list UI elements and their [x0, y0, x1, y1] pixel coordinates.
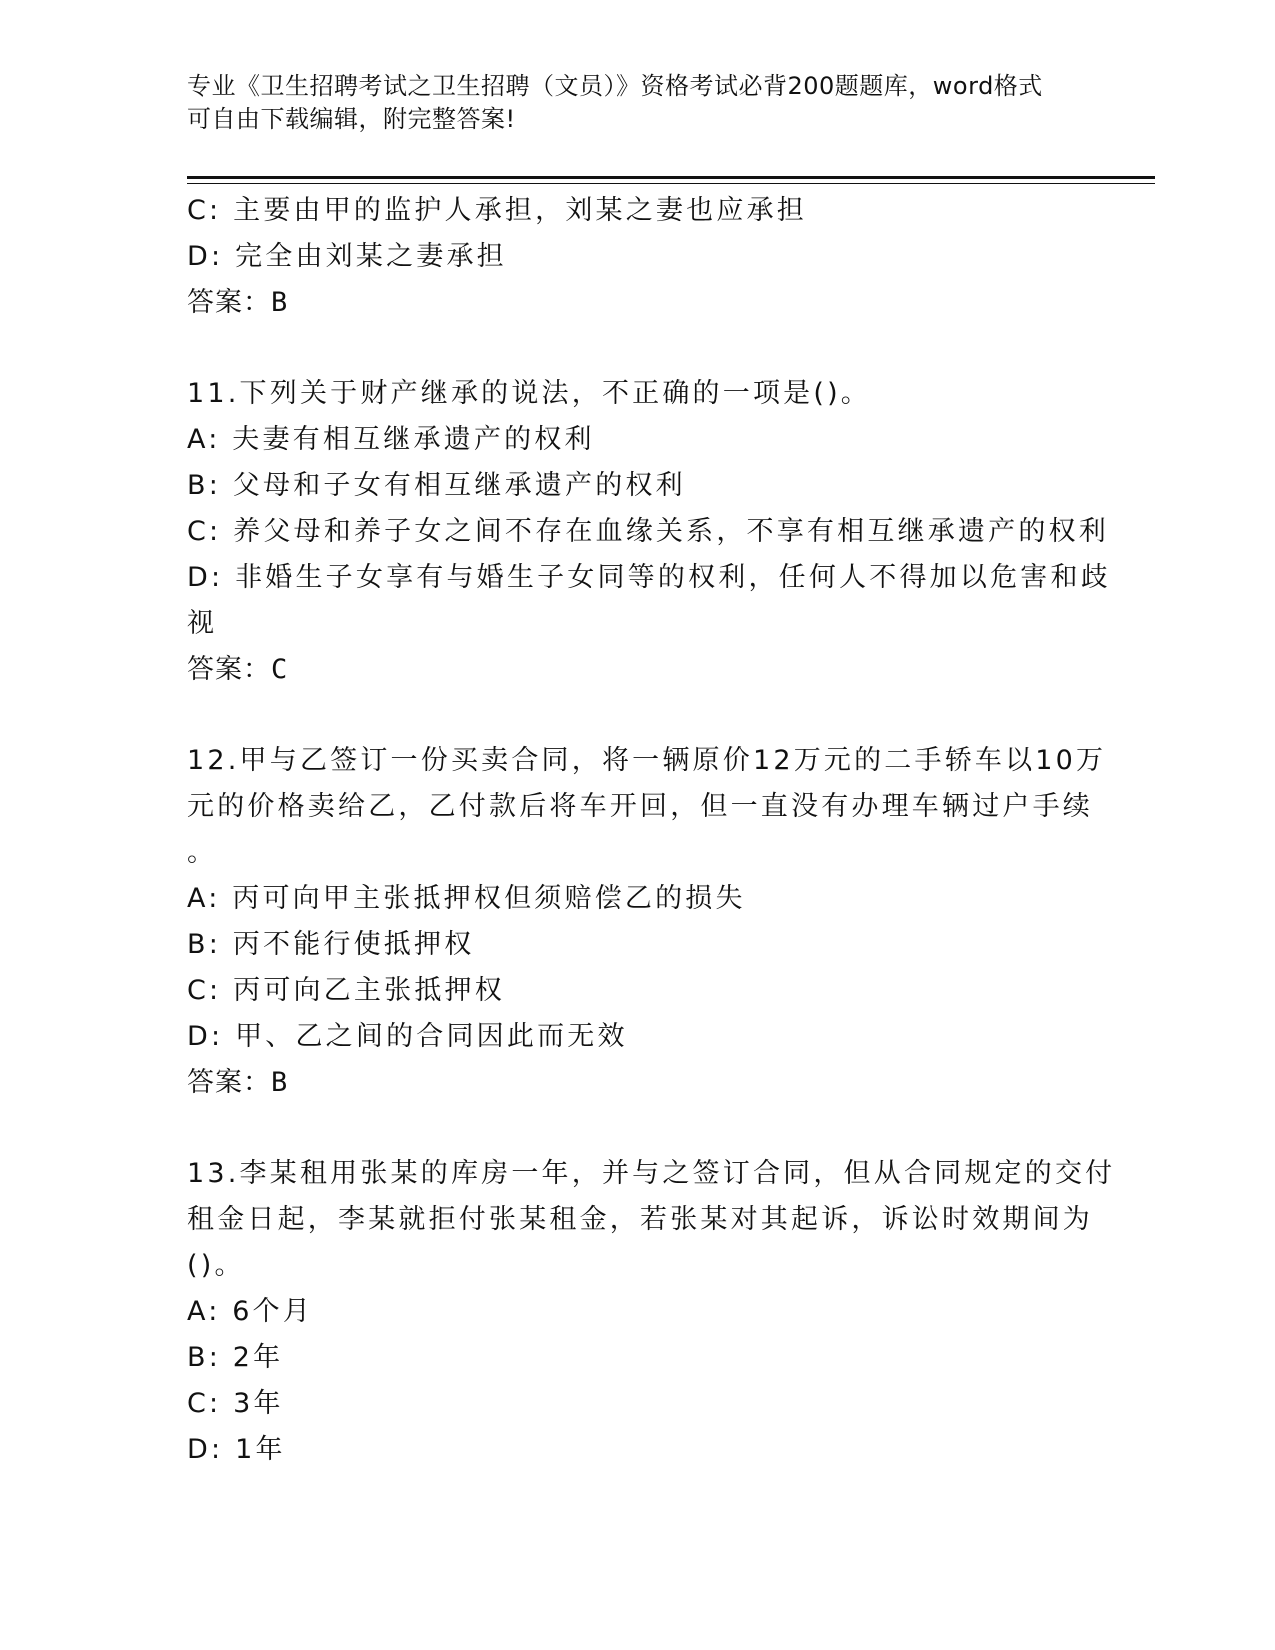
question-stem: 11.下列关于财产继承的说法，不正确的一项是()。: [187, 378, 872, 409]
question-list: [187, 188, 1116, 1473]
question-stem-line-1: 12.甲与乙签订一份买卖合同，将一辆原价12万元的二手轿车以10万: [187, 745, 1107, 776]
answer-line: 答案：C: [187, 654, 289, 685]
option-c: C: 养父母和养子女之间不存在血缘关系，不享有相互继承遗产的权利: [187, 516, 1109, 547]
option-c: C: 主要由甲的监护人承担，刘某之妻也应承担: [187, 195, 807, 226]
option-d: D: 非婚生子女享有与婚生子女同等的权利，任何人不得加以危害和歧: [187, 562, 1111, 593]
document-header: [187, 70, 1087, 136]
option-a: A: 6个月: [187, 1296, 314, 1327]
option-c: C: 3年: [187, 1388, 284, 1419]
question-13: [187, 1151, 1116, 1473]
option-b: B: 丙不能行使抵押权: [187, 929, 475, 960]
header-title-line-2: 可自由下载编辑，附完整答案!: [187, 105, 516, 133]
option-a: A: 夫妻有相互继承遗产的权利: [187, 424, 595, 455]
header-title-line-1: 专业《卫生招聘考试之卫生招聘（文员）》资格考试必背200题题库，word格式: [187, 72, 1043, 100]
option-a: A: 丙可向甲主张抵押权但须赔偿乙的损失: [187, 883, 746, 914]
option-d: D: 完全由刘某之妻承担: [187, 241, 507, 272]
question-stem-line-3: 。: [187, 837, 218, 868]
question-12: [187, 738, 1107, 1106]
option-b: B: 2年: [187, 1342, 284, 1373]
question-stem-line-1: 13.李某租用张某的库房一年，并与之签订合同，但从合同规定的交付: [187, 1158, 1116, 1189]
option-b: B: 父母和子女有相互继承遗产的权利: [187, 470, 686, 501]
option-d: D: 1年: [187, 1434, 286, 1465]
question-11: [187, 371, 1111, 693]
option-d-continuation: 视: [187, 608, 218, 639]
option-c: C: 丙可向乙主张抵押权: [187, 975, 505, 1006]
option-d: D: 甲、乙之间的合同因此而无效: [187, 1021, 628, 1052]
header-divider-thick: [187, 176, 1155, 179]
answer-line: 答案：B: [187, 287, 289, 318]
header-divider-thin: [187, 183, 1155, 184]
question-stem-line-2: 租金日起，李某就拒付张某租金，若张某对其起诉，诉讼时效期间为: [187, 1204, 1093, 1235]
answer-line: 答案：B: [187, 1067, 289, 1098]
question-stem-line-3: ()。: [187, 1250, 245, 1281]
question-stem-line-2: 元的价格卖给乙，乙付款后将车开回，但一直没有办理车辆过户手续: [187, 791, 1093, 822]
